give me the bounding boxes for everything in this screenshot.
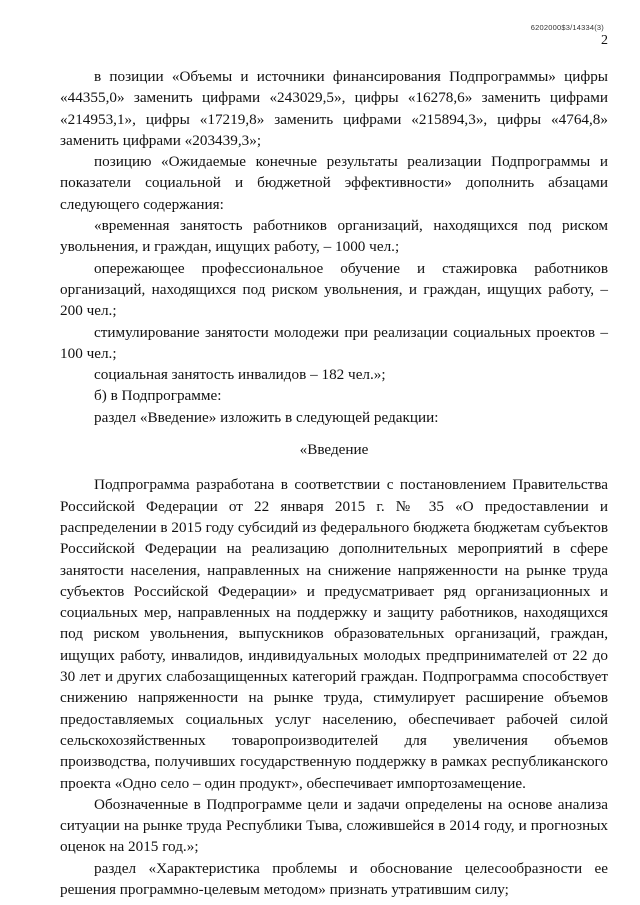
paragraph-introduction: Подпрограмма разработана в соответствии с постановлением Правительства Российской Федерации от 22 января 2015 г. № 35 «О предоставлении и распределении в 2015 году субсидий из федерального бюджета бюджетам субъектов Российской Федерации на реализацию дополнительных мероприятий в сфере занятости населения, направленных на снижение напряженности на рынке труда субъектов Российской Федерации» и предусматривает ряд организационных и социальных мер, направленных на поддержку и защиту работников, находящихся под риском увольнения, выпускников образовательных организаций, граждан, ищущих работу, инвалидов, индивидуальных молодых предпринимателей от 22 до 30 лет и других слабозащищенных категорий граждан. Подпрограмма способствует снижению напряженности на рынке труда, стимулирует расширение объемов предоставляемых социальных услуг населению, обеспечивает рабочей силой сельскохозяйственных товаропроизводителей для увеличения объемов производства, получивших государственную поддержку в рамках республиканского проекта «Одно село – один продукт», обеспечивает импортозамещение. <box>60 476 608 792</box>
document-body <box>60 66 608 900</box>
paragraph-expected-results: позицию «Ожидаемые конечные результаты реализации Подпрограммы и показатели социальной и бюджетной эффективности» дополнить абзацами следующего содержания: <box>60 153 608 213</box>
paragraph-section-repeal: раздел «Характеристика проблемы и обоснование целесообразности ее решения программно-целевым методом» признать утратившим силу; <box>60 859 608 898</box>
document-id: 6202000$3/14334(3) <box>530 23 604 32</box>
paragraph-introduction-edit: раздел «Введение» изложить в следующей редакции: <box>94 408 439 426</box>
paragraph-advanced-training: опережающее профессиональное обучение и стажировка работников организаций, находящихся под риском увольнения, и граждан, ищущих работу, – 200 чел.; <box>60 259 608 320</box>
paragraph-goals: Обозначенные в Подпрограмме цели и задачи определены на основе анализа ситуации на рынке труда Республики Тыва, сложившейся в 2014 году, и прогнозных оценок на 2015 год.»; <box>60 795 608 856</box>
paragraph-temporary-employment: «временная занятость работников организаций, находящихся под риском увольнения, и граждан, ищущих работу, – 1000 чел.; <box>60 217 608 256</box>
paragraph-financing: в позиции «Объемы и источники финансирования Подпрограммы» цифры «44355,0» заменить цифрами «243029,5», цифры «16278,6» заменить цифрами «214953,1», цифры «17219,8» заменить цифрами «215894,3», цифры «4764,8» заменить цифрами «203439,3»; <box>60 68 608 149</box>
page-number: 2 <box>601 33 608 48</box>
paragraph-subprogram: б) в Подпрограмме: <box>94 387 222 405</box>
paragraph-youth-employment: стимулирование занятости молодежи при реализации социальных проектов – 100 чел.; <box>60 323 608 362</box>
paragraph-disabled-employment: социальная занятость инвалидов – 182 чел.»; <box>94 366 386 384</box>
section-title: «Введение <box>299 441 369 459</box>
